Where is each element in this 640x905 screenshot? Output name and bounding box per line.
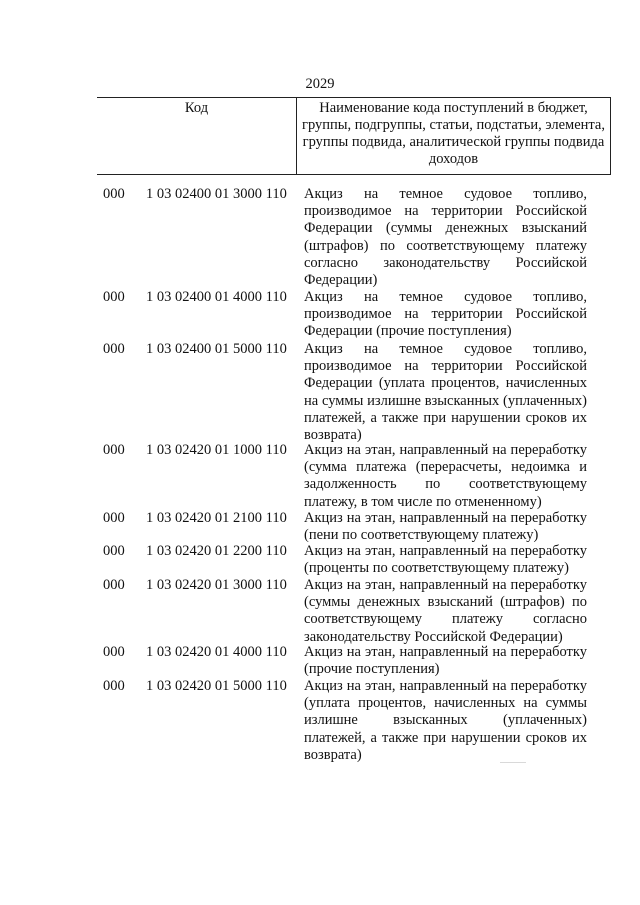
admin-code: 000	[103, 289, 125, 305]
revenue-description: Акциз на темное судовое топливо, производимое на территории Российской Федерации (прочие поступления)	[304, 289, 587, 340]
revenue-description: Акциз на темное судовое топливо, производимое на территории Российской Федерации (суммы денежных взысканий (штрафов) по соответствующему платежу согласно законодательству Российской Федерации)	[304, 186, 587, 289]
revenue-code: 1 03 02420 01 1000 110	[146, 442, 287, 458]
revenue-description: Акциз на этан, направленный на переработку (сумма платежа (перерасчеты, недоимка и задолженность по соответствующему платежу, в том числе по отмененному)	[304, 442, 587, 510]
code-column-header: Код	[97, 98, 297, 175]
admin-code: 000	[103, 577, 125, 593]
admin-code: 000	[103, 678, 125, 694]
admin-code: 000	[103, 543, 125, 559]
revenue-description: Акциз на темное судовое топливо, производимое на территории Российской Федерации (уплата процентов, начисленных на суммы излишне взысканных (уплаченных) платежей, а также при нарушении сроков их возврата)	[304, 341, 587, 444]
revenue-description: Акциз на этан, направленный на переработку (уплата процентов, начисленных на суммы излишне взысканных (уплаченных) платежей, а также при нарушении сроков их возврата)	[304, 678, 587, 763]
revenue-description: Акциз на этан, направленный на переработку (пени по соответствующему платежу)	[304, 510, 587, 544]
revenue-code: 1 03 02400 01 4000 110	[146, 289, 287, 305]
revenue-code: 1 03 02420 01 4000 110	[146, 644, 287, 660]
admin-code: 000	[103, 510, 125, 526]
revenue-description: Акциз на этан, направленный на переработку (проценты по соответствующему платежу)	[304, 543, 587, 577]
name-column-header: Наименование кода поступлений в бюджет, группы, подгруппы, статьи, подстатьи, элемента, группы подвида, аналитической группы подвида доходов	[297, 98, 611, 175]
scan-mark	[500, 762, 526, 763]
revenue-code: 1 03 02420 01 2200 110	[146, 543, 287, 559]
admin-code: 000	[103, 644, 125, 660]
revenue-code: 1 03 02420 01 2100 110	[146, 510, 287, 526]
revenue-code: 1 03 02420 01 3000 110	[146, 577, 287, 593]
revenue-description: Акциз на этан, направленный на переработку (прочие поступления)	[304, 644, 587, 678]
table-header	[97, 97, 611, 175]
admin-code: 000	[103, 442, 125, 458]
revenue-description: Акциз на этан, направленный на переработку (суммы денежных взысканий (штрафов) по соответствующему платежу согласно законодательству Российской Федерации)	[304, 577, 587, 645]
admin-code: 000	[103, 341, 125, 357]
page-number: 2029	[305, 76, 335, 92]
revenue-code: 1 03 02400 01 5000 110	[146, 341, 287, 357]
revenue-code: 1 03 02400 01 3000 110	[146, 186, 287, 202]
admin-code: 000	[103, 186, 125, 202]
revenue-code: 1 03 02420 01 5000 110	[146, 678, 287, 694]
